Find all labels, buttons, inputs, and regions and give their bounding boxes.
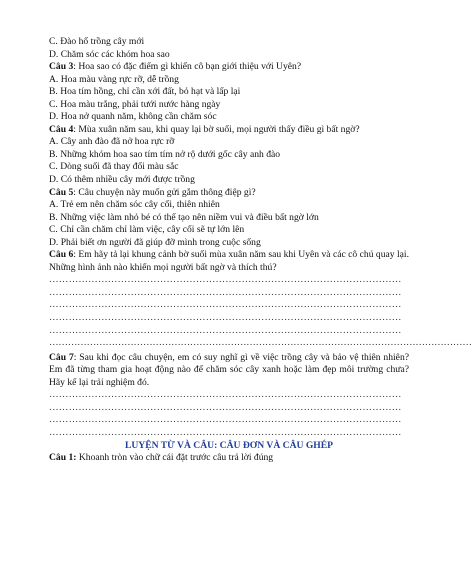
question-5 bbox=[49, 187, 409, 200]
question-4-label: Câu 4 bbox=[49, 123, 74, 135]
question-5-text: : Câu chuyện này muốn gửi gắm thông điệp gì? bbox=[73, 186, 256, 198]
option-q2-d: D. Chăm sóc các khóm hoa sao bbox=[49, 48, 170, 60]
answer-line-q7-4[interactable]: ……………………………………………………………………………………………… bbox=[49, 426, 402, 438]
option-q5-a: A. Trẻ em nên chăm sóc cây cối, thiên nhiên bbox=[49, 199, 220, 211]
answer-line-q6-5[interactable]: ……………………………………………………………………………………………… bbox=[49, 324, 402, 336]
option-q4-d: D. Có thêm nhiều cây mới được trồng bbox=[49, 174, 195, 186]
question-3 bbox=[49, 61, 409, 74]
answer-line-q7-2[interactable]: ……………………………………………………………………………………………… bbox=[49, 401, 402, 413]
question-1 bbox=[49, 452, 409, 465]
option-q3-d: D. Hoa nở quanh năm, không cần chăm sóc bbox=[49, 111, 217, 123]
option-q5-c: C. Chỉ cần chăm chỉ làm việc, cây cối sẽ tự lớn lên bbox=[49, 224, 245, 236]
answer-line-q6-2[interactable]: ……………………………………………………………………………………………… bbox=[49, 286, 402, 298]
option-q4-c: C. Dòng suối đã thay đổi màu sắc bbox=[49, 161, 179, 173]
worksheet-content bbox=[49, 36, 472, 465]
question-6 bbox=[49, 249, 409, 274]
question-3-label: Câu 3 bbox=[49, 61, 74, 73]
answer-line-q7-3[interactable]: ……………………………………………………………………………………………… bbox=[49, 414, 402, 426]
option-q2-c: C. Đào hố trồng cây mới bbox=[49, 36, 145, 47]
option-q5-b: B. Những việc làm nhỏ bé có thể tạo nên niềm vui và điều bất ngờ lớn bbox=[49, 211, 319, 223]
question-4-text: : Mùa xuân năm sau, khi quay lại bờ suối, mọi người thấy điều gì bất ngờ? bbox=[73, 123, 360, 135]
answer-line-q6-3[interactable]: ……………………………………………………………………………………………… bbox=[49, 299, 402, 311]
question-6-text: : Em hãy tả lại khung cảnh bờ suối mùa xuân năm sau khi Uyên và các cô chú quay lại. Những hình ảnh nào khiến mọi người bất ngờ và thích thú? bbox=[49, 249, 409, 273]
question-6-label: Câu 6 bbox=[49, 249, 74, 261]
option-q3-c: C. Hoa màu trắng, phải tưới nước hàng ngày bbox=[49, 98, 221, 110]
option-q4-a: A. Cây anh đào đã nở hoa rực rỡ bbox=[49, 136, 175, 148]
option-q4-b: B. Những khóm hoa sao tím tím nở rộ dưới gốc cây anh đào bbox=[49, 148, 281, 160]
option-q3-b: B. Hoa tím hồng, chỉ cần xới đất, bỏ hạt và lấp lại bbox=[49, 86, 241, 98]
section-heading: LUYỆN TỪ VÀ CÂU: CÂU ĐƠN VÀ CÂU GHÉP bbox=[124, 439, 334, 451]
question-5-label: Câu 5 bbox=[49, 186, 74, 198]
question-4 bbox=[49, 124, 409, 137]
option-q3-a: A. Hoa màu vàng rực rỡ, dễ trồng bbox=[49, 73, 179, 85]
answer-line-q7-1[interactable]: ……………………………………………………………………………………………… bbox=[49, 389, 402, 401]
question-7-text: : Sau khi đọc câu chuyện, em có suy nghĩ gì về việc trồng cây và bảo vệ thiên nhiên? Em đã từng tham gia hoạt động nào để chăm sóc cây xanh hoặc làm đẹp môi trường chưa? Hãy kể lại trải nghiệm đó. bbox=[49, 351, 409, 388]
question-7 bbox=[49, 352, 409, 390]
question-3-text: : Hoa sao có đặc điểm gì khiến cô bạn giới thiệu với Uyên? bbox=[73, 61, 302, 73]
option-q5-d: D. Phải biết ơn người đã giúp đỡ mình trong cuộc sống bbox=[49, 236, 261, 248]
answer-line-q6-1[interactable]: ……………………………………………………………………………………………… bbox=[49, 274, 402, 286]
answer-line-q6-6[interactable]: ……………………………………………………………………………………………………………………… bbox=[49, 337, 472, 349]
question-1-label: Câu 1: bbox=[49, 452, 77, 464]
question-7-label: Câu 7 bbox=[49, 351, 74, 363]
question-1-text: Khoanh tròn vào chữ cái đặt trước câu trả lời đúng bbox=[76, 452, 274, 464]
answer-line-q6-4[interactable]: ……………………………………………………………………………………………… bbox=[49, 312, 402, 324]
